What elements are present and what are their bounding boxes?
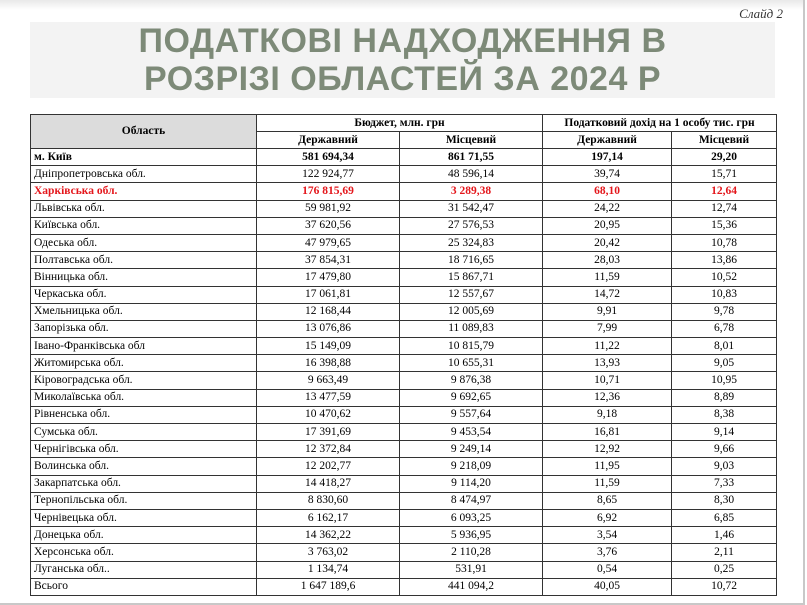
- region-cell: Донецька обл.: [31, 527, 257, 544]
- state-budget-cell: 17 391,69: [257, 424, 400, 441]
- slide-title-line-1: ПОДАТКОВІ НАДХОДЖЕННЯ В: [138, 22, 667, 60]
- state-per-capita-cell: 16,81: [543, 424, 672, 441]
- state-budget-cell: 122 924,77: [257, 166, 400, 183]
- local-budget-cell: 12 005,69: [400, 303, 543, 320]
- header-budget-state: Державний: [257, 132, 400, 149]
- local-budget-cell: 5 936,95: [400, 527, 543, 544]
- state-per-capita-cell: 9,18: [543, 406, 672, 423]
- table-row: [31, 217, 777, 234]
- state-budget-cell: 8 830,60: [257, 492, 400, 509]
- table-row: [31, 372, 777, 389]
- local-per-capita-cell: 8,01: [672, 338, 777, 355]
- state-per-capita-cell: 197,14: [543, 149, 672, 166]
- state-budget-cell: 47 979,65: [257, 234, 400, 251]
- state-per-capita-cell: 9,91: [543, 303, 672, 320]
- region-cell: Черкаська обл.: [31, 286, 257, 303]
- state-budget-cell: 12 202,77: [257, 458, 400, 475]
- local-budget-cell: 9 453,54: [400, 424, 543, 441]
- state-per-capita-cell: 6,92: [543, 509, 672, 526]
- state-budget-cell: 176 815,69: [257, 183, 400, 200]
- state-per-capita-cell: 3,76: [543, 544, 672, 561]
- local-budget-cell: 11 089,83: [400, 320, 543, 337]
- table-row: [31, 475, 777, 492]
- region-cell: Волинська обл.: [31, 458, 257, 475]
- local-per-capita-cell: 9,03: [672, 458, 777, 475]
- header-income-local: Місцевий: [672, 132, 777, 149]
- tax-revenue-table-container: [30, 114, 776, 596]
- table-row: [31, 406, 777, 423]
- local-per-capita-cell: 9,14: [672, 424, 777, 441]
- table-row: [31, 200, 777, 217]
- slide-title-line-2: РОЗРІЗІ ОБЛАСТЕЙ ЗА 2024 Р: [144, 60, 661, 98]
- table-row: [31, 578, 777, 595]
- state-budget-cell: 14 362,22: [257, 527, 400, 544]
- local-per-capita-cell: 1,46: [672, 527, 777, 544]
- state-budget-cell: 13 076,86: [257, 320, 400, 337]
- local-per-capita-cell: 9,66: [672, 441, 777, 458]
- region-cell: Хмельницька обл.: [31, 303, 257, 320]
- state-per-capita-cell: 14,72: [543, 286, 672, 303]
- region-cell: Харківська обл.: [31, 183, 257, 200]
- local-budget-cell: 6 093,25: [400, 509, 543, 526]
- local-budget-cell: 9 876,38: [400, 372, 543, 389]
- table-row: [31, 338, 777, 355]
- table-row: [31, 424, 777, 441]
- table-row: [31, 234, 777, 251]
- local-budget-cell: 10 655,31: [400, 355, 543, 372]
- local-budget-cell: 9 114,20: [400, 475, 543, 492]
- local-budget-cell: 9 218,09: [400, 458, 543, 475]
- state-per-capita-cell: 11,22: [543, 338, 672, 355]
- state-per-capita-cell: 20,42: [543, 234, 672, 251]
- header-budget-local: Місцевий: [400, 132, 543, 149]
- state-per-capita-cell: 39,74: [543, 166, 672, 183]
- region-cell: Київська обл.: [31, 217, 257, 234]
- local-budget-cell: 2 110,28: [400, 544, 543, 561]
- state-budget-cell: 581 694,34: [257, 149, 400, 166]
- local-budget-cell: 9 557,64: [400, 406, 543, 423]
- local-budget-cell: 531,91: [400, 561, 543, 578]
- table-row: [31, 561, 777, 578]
- table-row: [31, 149, 777, 166]
- state-budget-cell: 1 647 189,6: [257, 578, 400, 595]
- table-row: [31, 492, 777, 509]
- local-per-capita-cell: 12,74: [672, 200, 777, 217]
- region-cell: Одеська обл.: [31, 234, 257, 251]
- region-cell: Вінницька обл.: [31, 269, 257, 286]
- table-row: [31, 183, 777, 200]
- state-budget-cell: 17 479,80: [257, 269, 400, 286]
- local-per-capita-cell: 8,38: [672, 406, 777, 423]
- region-cell: Закарпатська обл.: [31, 475, 257, 492]
- state-budget-cell: 16 398,88: [257, 355, 400, 372]
- region-cell: Житомирська обл.: [31, 355, 257, 372]
- table-row: [31, 527, 777, 544]
- region-cell: Івано-Франківська обл: [31, 338, 257, 355]
- region-cell: Полтавська обл.: [31, 252, 257, 269]
- region-cell: Чернівецька обл.: [31, 509, 257, 526]
- state-budget-cell: 13 477,59: [257, 389, 400, 406]
- table-row: [31, 509, 777, 526]
- region-cell: Тернопільська обл.: [31, 492, 257, 509]
- table-row: [31, 286, 777, 303]
- region-cell: Рівненська обл.: [31, 406, 257, 423]
- region-cell: Чернігівська обл.: [31, 441, 257, 458]
- local-budget-cell: 9 692,65: [400, 389, 543, 406]
- state-per-capita-cell: 13,93: [543, 355, 672, 372]
- header-income-group: Податковий дохід на 1 особу тис. грн: [543, 115, 777, 132]
- state-per-capita-cell: 7,99: [543, 320, 672, 337]
- local-budget-cell: 48 596,14: [400, 166, 543, 183]
- state-per-capita-cell: 20,95: [543, 217, 672, 234]
- local-per-capita-cell: 10,72: [672, 578, 777, 595]
- local-budget-cell: 12 557,67: [400, 286, 543, 303]
- local-per-capita-cell: 6,85: [672, 509, 777, 526]
- table-header-row-1: [31, 115, 777, 132]
- local-budget-cell: 9 249,14: [400, 441, 543, 458]
- local-budget-cell: 18 716,65: [400, 252, 543, 269]
- local-per-capita-cell: 9,05: [672, 355, 777, 372]
- state-budget-cell: 3 763,02: [257, 544, 400, 561]
- state-per-capita-cell: 40,05: [543, 578, 672, 595]
- state-per-capita-cell: 11,95: [543, 458, 672, 475]
- state-per-capita-cell: 12,36: [543, 389, 672, 406]
- state-per-capita-cell: 10,71: [543, 372, 672, 389]
- state-per-capita-cell: 12,92: [543, 441, 672, 458]
- region-cell: Всього: [31, 578, 257, 595]
- table-row: [31, 441, 777, 458]
- state-per-capita-cell: 0,54: [543, 561, 672, 578]
- local-per-capita-cell: 0,25: [672, 561, 777, 578]
- state-budget-cell: 12 372,84: [257, 441, 400, 458]
- local-budget-cell: 861 71,55: [400, 149, 543, 166]
- state-per-capita-cell: 28,03: [543, 252, 672, 269]
- local-budget-cell: 31 542,47: [400, 200, 543, 217]
- tax-revenue-table: [30, 114, 777, 596]
- header-region: Область: [31, 115, 257, 149]
- local-per-capita-cell: 2,11: [672, 544, 777, 561]
- local-budget-cell: 3 289,38: [400, 183, 543, 200]
- state-per-capita-cell: 11,59: [543, 269, 672, 286]
- state-budget-cell: 10 470,62: [257, 406, 400, 423]
- local-per-capita-cell: 12,64: [672, 183, 777, 200]
- state-per-capita-cell: 3,54: [543, 527, 672, 544]
- local-per-capita-cell: 10,52: [672, 269, 777, 286]
- local-per-capita-cell: 10,83: [672, 286, 777, 303]
- header-income-state: Державний: [543, 132, 672, 149]
- state-budget-cell: 6 162,17: [257, 509, 400, 526]
- local-budget-cell: 8 474,97: [400, 492, 543, 509]
- local-per-capita-cell: 6,78: [672, 320, 777, 337]
- state-per-capita-cell: 68,10: [543, 183, 672, 200]
- local-per-capita-cell: 8,89: [672, 389, 777, 406]
- table-body: [31, 149, 777, 596]
- table-row: [31, 166, 777, 183]
- local-per-capita-cell: 7,33: [672, 475, 777, 492]
- table-row: [31, 544, 777, 561]
- slide-title: [30, 22, 775, 98]
- table-row: [31, 252, 777, 269]
- local-budget-cell: 15 867,71: [400, 269, 543, 286]
- local-budget-cell: 10 815,79: [400, 338, 543, 355]
- local-per-capita-cell: 10,78: [672, 234, 777, 251]
- table-row: [31, 269, 777, 286]
- local-per-capita-cell: 15,71: [672, 166, 777, 183]
- local-budget-cell: 441 094,2: [400, 578, 543, 595]
- state-budget-cell: 37 854,31: [257, 252, 400, 269]
- table-row: [31, 458, 777, 475]
- region-cell: Миколаївська обл.: [31, 389, 257, 406]
- state-per-capita-cell: 11,59: [543, 475, 672, 492]
- local-per-capita-cell: 15,36: [672, 217, 777, 234]
- state-budget-cell: 12 168,44: [257, 303, 400, 320]
- table-row: [31, 303, 777, 320]
- state-budget-cell: 37 620,56: [257, 217, 400, 234]
- region-cell: Херсонська обл.: [31, 544, 257, 561]
- state-budget-cell: 9 663,49: [257, 372, 400, 389]
- state-per-capita-cell: 24,22: [543, 200, 672, 217]
- state-per-capita-cell: 8,65: [543, 492, 672, 509]
- local-budget-cell: 25 324,83: [400, 234, 543, 251]
- local-per-capita-cell: 10,95: [672, 372, 777, 389]
- state-budget-cell: 1 134,74: [257, 561, 400, 578]
- table-row: [31, 355, 777, 372]
- table-row: [31, 320, 777, 337]
- slide-number-label: Слайд 2: [739, 6, 783, 21]
- header-budget-group: Бюджет, млн. грн: [257, 115, 543, 132]
- state-budget-cell: 59 981,92: [257, 200, 400, 217]
- local-per-capita-cell: 29,20: [672, 149, 777, 166]
- state-budget-cell: 15 149,09: [257, 338, 400, 355]
- table-row: [31, 389, 777, 406]
- state-budget-cell: 14 418,27: [257, 475, 400, 492]
- local-budget-cell: 27 576,53: [400, 217, 543, 234]
- region-cell: Дніпропетровська обл.: [31, 166, 257, 183]
- local-per-capita-cell: 8,30: [672, 492, 777, 509]
- slide-top-strip: [0, 0, 803, 10]
- local-per-capita-cell: 13,86: [672, 252, 777, 269]
- region-cell: Кіровоградська обл.: [31, 372, 257, 389]
- local-per-capita-cell: 9,78: [672, 303, 777, 320]
- region-cell: Сумська обл.: [31, 424, 257, 441]
- region-cell: Запорізька обл.: [31, 320, 257, 337]
- state-budget-cell: 17 061,81: [257, 286, 400, 303]
- region-cell: Луганська обл..: [31, 561, 257, 578]
- region-cell: Львівська обл.: [31, 200, 257, 217]
- region-cell: м. Київ: [31, 149, 257, 166]
